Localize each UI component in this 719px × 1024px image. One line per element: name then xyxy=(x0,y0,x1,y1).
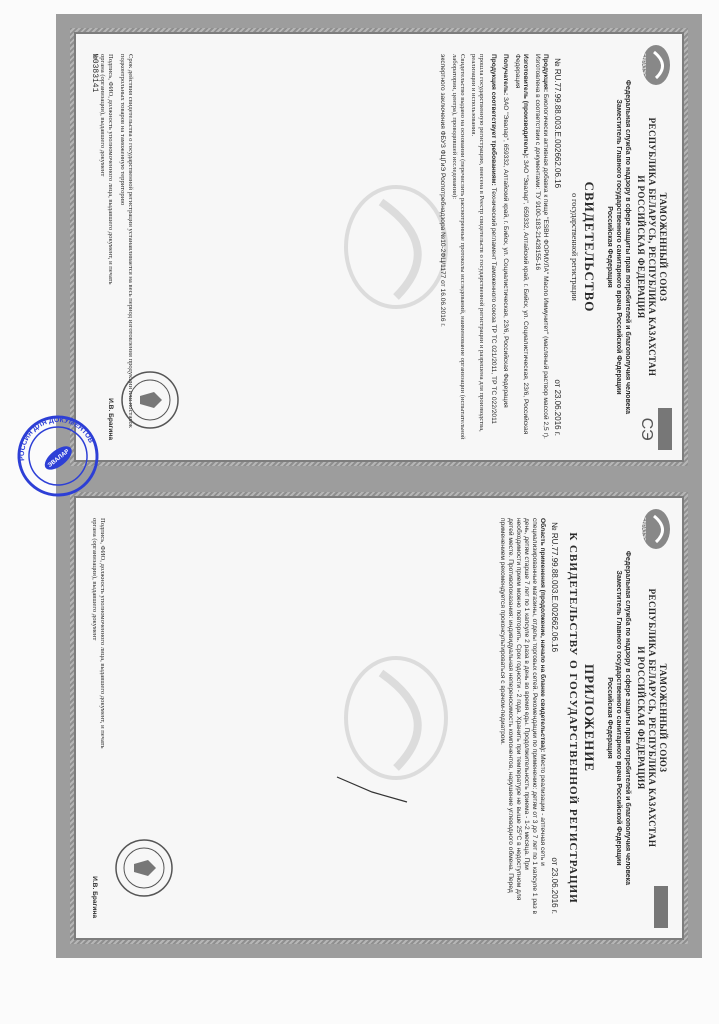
appendix-title: ПРИЛОЖЕНИЕ xyxy=(582,663,597,773)
scope-label: Область применения (продолжение, начало на бланке свидетельства): xyxy=(539,518,546,753)
appendix-subtitle: К СВИДЕТЕЛЬСТВУ О ГОСУДАРСТВЕННОЙ РЕГИСТРАЦИИ xyxy=(567,532,579,904)
svg-text:РОССИЯ ДЛЯ ДОКУМЕНТОВ: РОССИЯ ДЛЯ ДОКУМЕНТОВ xyxy=(18,416,95,462)
certificate-date: 23.06.2016 г. xyxy=(550,867,559,914)
registration-certificate xyxy=(56,14,702,480)
appendix-body xyxy=(74,496,684,940)
signer-name: И.В. Брагина xyxy=(107,398,114,440)
compliance-section xyxy=(489,54,497,440)
federation-header: И РОССИЙСКАЯ ФЕДЕРАЦИЯ xyxy=(636,175,646,319)
certificate-date: 23.06.2016 г. xyxy=(553,389,562,436)
recipient-text: ЗАО "Эвалар", 659332, Алтайский край, г. Бийск, ул. Социалистическая, 23/6, Российская Федерация xyxy=(502,97,509,408)
blank-serial-number: №0383141 xyxy=(90,54,99,93)
certificate-appendix xyxy=(56,478,702,958)
certificate-body xyxy=(74,32,684,462)
manufacturer-section xyxy=(513,54,529,440)
date-label: от xyxy=(553,379,562,388)
recipient-label: Получатель: xyxy=(502,54,509,96)
signer-title: Подпись, ФИО, должность уполномоченного лица, выдавшего документ, и печать органа (организации), выдавшего документ xyxy=(99,54,114,285)
signer-title: Подпись, ФИО, должность уполномоченного лица, выдавшего документ, и печать органа (организации), выдавшего документ xyxy=(91,518,106,749)
appendix-number-row xyxy=(550,522,559,914)
svg-text:ЕВРАЗЭС: ЕВРАЗЭС xyxy=(640,53,646,77)
product-label: Продукция: xyxy=(542,54,549,93)
eurasec-watermark-icon xyxy=(326,618,456,818)
basis-label: Свидетельство выдано на основании xyxy=(459,54,466,158)
agency-country-line: Российская Федерация xyxy=(606,206,613,288)
republics-header: РЕСПУБЛИКА БЕЛАРУСЬ, РЕСПУБЛИКА КАЗАХСТАН xyxy=(647,117,657,377)
registry-text: прошла государственную регистрацию, внесена в Реестр свидетельств о государственной регистрации и разрешена для производства, реализации и использования. xyxy=(470,54,485,432)
manufacturer-label: Изготовитель (производитель): xyxy=(522,54,529,159)
certificate-number-row xyxy=(553,58,562,436)
agency-line: Федеральная служба по надзору в сфере защиты прав потребителей и благополучия человека xyxy=(624,550,631,886)
scope-text: Место реализации - аптечная сеть и специализированные магазины, отделы торговых сетей. Рекомендации по применению: детям от 3 до 7 лет по 1 капсуле 1 раз в день, детям старше 7 лет по 1 капсуле 2 раза в день во время еды. Продолжительность приема - 1-2 месяца. При необходимости прием можно повторить. Срок годности - 2 года. Хранить при температуре не выше 25°С в недоступном для детей месте. Противопоказания: индивидуальная непереносимость компонентов, нарушение углеводного обмена. Перед применением рекомендуется проконсультироваться с врачом-педиатром. xyxy=(499,518,546,915)
svg-text:ЕВРАЗЭС: ЕВРАЗЭС xyxy=(640,517,646,541)
certificate-number: RU.77.99.88.003.Е.002662.06.16 xyxy=(553,68,562,189)
svg-text:ЭВАЛАР: ЭВАЛАР xyxy=(47,448,71,469)
agency-deputy-line: Заместитель Главного государственного санитарного врача Российской Федерации xyxy=(615,570,622,866)
compliance-label: Продукция соответствует требованиям: xyxy=(490,54,497,186)
signer-name: И.В. Брагина xyxy=(91,876,98,918)
agency-deputy-line: Заместитель Главного государственного санитарного врача Российской Федерации xyxy=(615,99,622,395)
product-text: Биологически активная добавка к пище "ESBH ФОРМУЛА" Масло Иммунитет" (масляный раствор массой 2,5 г). Изготовлена в соответствии с документами: ТУ 9100-183-21428155-16 xyxy=(534,54,549,439)
official-round-seal-icon xyxy=(120,370,180,430)
product-section xyxy=(533,54,549,440)
union-header: ТАМОЖЕННЫЙ СОЮЗ xyxy=(658,663,668,773)
agency-line: Федеральная служба по надзору в сфере защиты прав потребителей и благополучия человека xyxy=(624,79,631,415)
official-round-seal-icon xyxy=(114,838,174,898)
term-text: Срок действия свидетельства о государственной регистрации устанавливается на весь период изготовления продукции или поставок подконтрольных товаров на таможенную территорию xyxy=(119,54,134,428)
number-label: № xyxy=(550,522,559,531)
eurasec-watermark-icon xyxy=(326,147,456,347)
number-label: № xyxy=(553,58,562,67)
certificate-number: RU.77.99.88.003.Е.002662.06.16 xyxy=(550,532,559,653)
certificate-subtitle: о государственной регистрации xyxy=(570,193,579,301)
recipient-section xyxy=(501,54,509,440)
basis-text: (перечислить рассмотренные протоколы исследований, наименование организации (испытательной лаборатории, центра), проводившей исследования): xyxy=(451,54,466,440)
agency-country-line: Российская Федерация xyxy=(606,677,613,759)
scope-section xyxy=(498,518,546,918)
appendix-footer xyxy=(90,518,106,918)
federation-header: И РОССИЙСКАЯ ФЕДЕРАЦИЯ xyxy=(636,646,646,790)
basis-detail: экспертного заключения ФБУЗ ФЦГиЭ Роспотребнадзора №10-2ФЦ/1177 от 16.06.2016 г. xyxy=(439,54,446,327)
compliance-text: Технический регламент Таможенного союза ТР ТС 021/2011, ТР ТС 022/2011 xyxy=(490,187,497,424)
svg-text:СЭ: СЭ xyxy=(638,417,655,441)
manufacturer-text: ЗАО "Эвалар", 659332, Алтайский край, г. Бийск, ул. Социалистическая, 23/6, Российская Федерация xyxy=(514,54,529,435)
certificate-title: СВИДЕТЕЛЬСТВО xyxy=(582,181,597,313)
republics-header: РЕСПУБЛИКА БЕЛАРУСЬ, РЕСПУБЛИКА КАЗАХСТАН xyxy=(647,588,657,848)
company-stamp-icon xyxy=(11,409,106,504)
date-label: от xyxy=(550,857,559,866)
union-header: ТАМОЖЕННЫЙ СОЮЗ xyxy=(658,192,668,302)
